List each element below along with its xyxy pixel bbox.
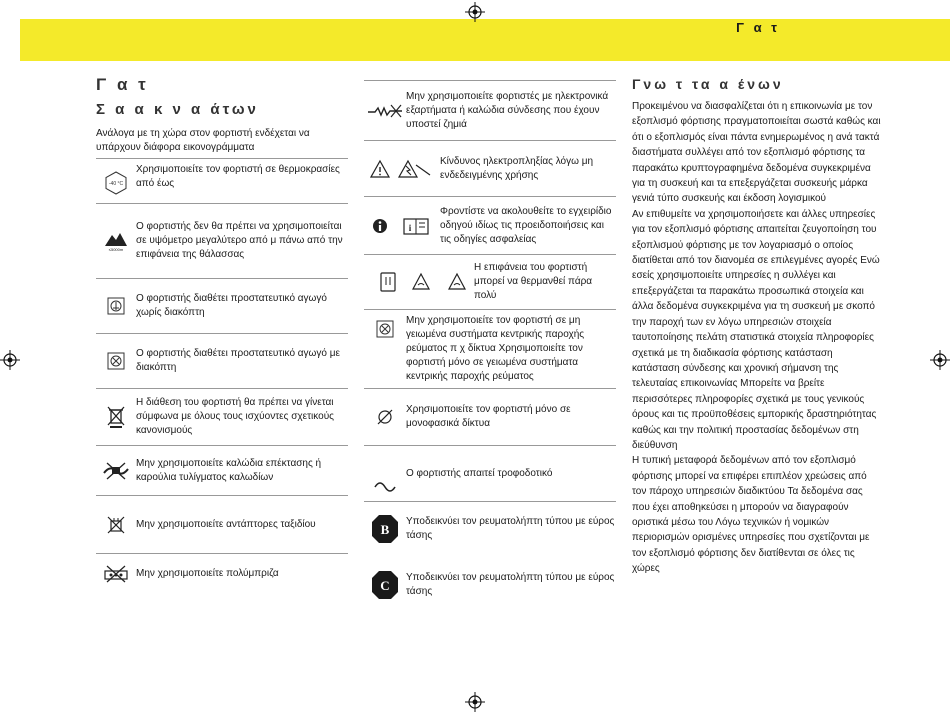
registration-mark-icon [465, 2, 485, 22]
symbol-description: Η επιφάνεια του φορτιστή μπορεί να θερμανθεί πάρα πολύ [474, 262, 593, 301]
symbol-description: Μην χρησιμοποιείτε πολύμπριζα [136, 567, 279, 579]
symbol-row [364, 501, 616, 556]
symbol-description: Ο φορτιστής δεν θα πρέπει να χρησιμοποιείται σε υψόμετρο μεγαλύτερο από μ πάνω από την επιφάνεια της θάλασσας [136, 221, 343, 260]
symbol-row [96, 445, 348, 495]
column-symbols-middle [364, 80, 616, 614]
section-heading: Γνω τ τα α ένων [632, 76, 784, 92]
symbol-row [96, 495, 348, 553]
registration-mark-icon [930, 350, 950, 370]
grounded-system-icon [364, 310, 406, 338]
paragraph: Η τυπική μεταφορά δεδομένων από τον εξοπλισμό φόρτισης μπορεί να επιφέρει επιπλέον χρεώσεις από τον πάροχο υπηρεσιών διαδικτύου Τα δεδομένα σας που έχει αποθηκεύσει η μπορούν να διαγραφούν οριστικά μέσω του Λόγω τεχνικών ή νομικών περιορισμών ορισμένες υπηρεσίες που σχετίζονται με τον εξοπλισμό φόρτισης δεν διατίθενται σε όλες τις χώρες [632, 455, 870, 575]
symbol-row [96, 158, 348, 203]
symbol-description: Ο φορτιστής διαθέτει προστατευτικό αγωγό χωρίς διακόπτη [136, 293, 327, 318]
section-heading: Γ α τ [96, 75, 149, 94]
symbol-row [364, 309, 616, 388]
symbol-description: Μην χρησιμοποιείτε αντάπτορες ταξιδίου [136, 518, 316, 530]
breaker-type-b-icon [364, 514, 406, 544]
breaker-type-c-icon [364, 570, 406, 600]
symbol-description: Φροντίστε να ακολουθείτε το εγχειρίδιο οδηγού ιδίως τις προειδοποιήσεις και τις οδηγίες ασφαλείας [440, 205, 612, 245]
symbol-description: Ο φορτιστής διαθέτει προστατευτικό αγωγό με διακόπτη [136, 348, 340, 373]
header-banner [20, 19, 950, 61]
svg-text:≤5000m: ≤5000m [108, 247, 124, 252]
intro-text: Ανάλογα με τη χώρα στον φορτιστή ενδέχεται να υπάρχουν διάφορα εικονογράμματα [96, 128, 310, 153]
crossed-bin-icon [96, 405, 136, 429]
symbol-row [96, 278, 348, 333]
svg-text:C: C [380, 578, 390, 593]
protective-switch-icon [96, 351, 136, 371]
header-title: Γ α τ [736, 20, 780, 35]
symbol-row [364, 254, 616, 309]
symbol-description: Χρησιμοποιείτε τον φορτιστή σε θερμοκρασίες από έως [136, 164, 340, 189]
mountain-altitude-icon [96, 230, 136, 252]
symbol-description: Μην χρησιμοποιείτε καλώδια επέκτασης ή καρούλια τυλίγματος καλωδίων [136, 457, 322, 483]
svg-text:B: B [380, 522, 390, 537]
symbol-row [96, 333, 348, 388]
symbol-description: Μην χρησιμοποιείτε φορτιστές με ηλεκτρονικά εξαρτήματα ή καλώδια σύνδεσης που έχουν υποστεί ζημιά [406, 90, 609, 130]
no-power-strip-icon [96, 565, 136, 583]
hot-surface-icon [364, 271, 474, 293]
symbol-row [364, 445, 616, 501]
registration-mark-icon [0, 350, 20, 370]
paragraph: Αν επιθυμείτε να χρησιμοποιήσετε και άλλες υπηρεσίες για τον εξοπλισμό φόρτισης απαιτείται ζευγοποίηση του εξοπλισμού φόρτισης με τον λογαριασμό ο οποίος διατίθεται από τον διανομέα σε επιλεγμένες αγορές Ενώ εσείς χρησιμοποιείτε υπηρεσίες η συλλέγει και επεξεργάζεται τα παρακάτω προσωπικά στοιχεία και άλλα δεδομένα συγκεκριμένα για τη συσκευή με σκοπό την παροχή των εν λόγω υπηρεσιών στοιχεία ταυτοποίησης πελάτη στατιστικά στοιχεία πληροφορίες σχετικά με τη διαδικασία φόρτισης κατάσταση κατάσταση σύνδεσης και χρονική σήμανση της τελευταίας επικοινωνίας Μπορείτε να βρείτε περισσότερες πληροφορίες σχετικά με τους γενικούς όρους και τις προϋποθέσεις εμπορικής δραστηριότητας καθώς και την πολιτική προστασίας δεδομένων στη διεύθυνση [632, 208, 880, 451]
phase-diameter-icon [364, 408, 406, 426]
symbol-row [364, 140, 616, 196]
electric-shock-warning-icon [364, 159, 440, 179]
symbol-description: Υποδεικνύει τον ρευματολήπτη τύπου με εύρος τάσης [406, 572, 615, 597]
column-data-notice [632, 75, 882, 577]
read-manual-icon [364, 216, 440, 236]
symbol-row [96, 553, 348, 593]
symbol-row [364, 388, 616, 445]
symbol-row [364, 80, 616, 140]
symbol-description: Υποδεικνύει τον ρευματολήπτη τύπου με εύρος τάσης [406, 516, 615, 541]
svg-text:i: i [408, 222, 412, 233]
symbol-description: Χρησιμοποιείτε τον φορτιστή μόνο σε μονοφασικά δίκτυα [406, 404, 571, 429]
symbol-description: Ο φορτιστής απαιτεί τροφοδοτικό [406, 467, 553, 479]
symbol-description: Κίνδυνος ηλεκτροπληξίας λόγω μη ενδεδειγμένης χρήσης [440, 155, 594, 181]
no-travel-adapter-icon [96, 515, 136, 535]
symbol-row [96, 388, 348, 445]
column-symbols-left [96, 75, 348, 593]
symbol-row [364, 196, 616, 254]
symbol-row [96, 203, 348, 278]
symbol-description: Η διάθεση του φορτιστή θα πρέπει να γίνεται σύμφωνα με όλους τους ισχύοντες σχετικούς κανονισμούς [136, 397, 334, 436]
symbol-description: Μην χρησιμοποιείτε τον φορτιστή σε μη γειωμένα συστήματα κεντρικής παροχής ρεύματος π χ δίκτυα Χρησιμοποιείτε τον φορτιστή μόνο σε γειωμένα συστήματα κεντρικής παροχής ρεύματος [406, 315, 585, 382]
protective-device-icon [96, 296, 136, 316]
temperature-range-icon [96, 163, 136, 203]
paragraph: Προκειμένου να διασφαλίζεται ότι η επικοινωνία με τον εξοπλισμό φόρτισης πραγματοποιείται σωστά καθώς και ότι ο εξοπλισμός είναι πάντα ενημερωμένος η ανά τακτά διαστήματα συλλέγει από τον εξοπλισμό φόρτισης τα παρακάτω κρυπτογραφημένα δεδομένα συγκεκριμένα για τη συσκευή και τα επεξεργάζεται συσκευής μάρκα γενιά τύπο συσκευής και έκδοση λογισμικού [632, 101, 881, 205]
svg-text:-40 °C: -40 °C [108, 181, 124, 187]
symbol-row [364, 556, 616, 614]
ac-sine-icon [364, 481, 406, 501]
registration-mark-icon [465, 692, 485, 712]
no-extension-cable-icon [96, 461, 136, 481]
section-subheading: Σ α α κ ν α άτων [96, 101, 259, 118]
no-damaged-cable-icon [364, 104, 406, 118]
